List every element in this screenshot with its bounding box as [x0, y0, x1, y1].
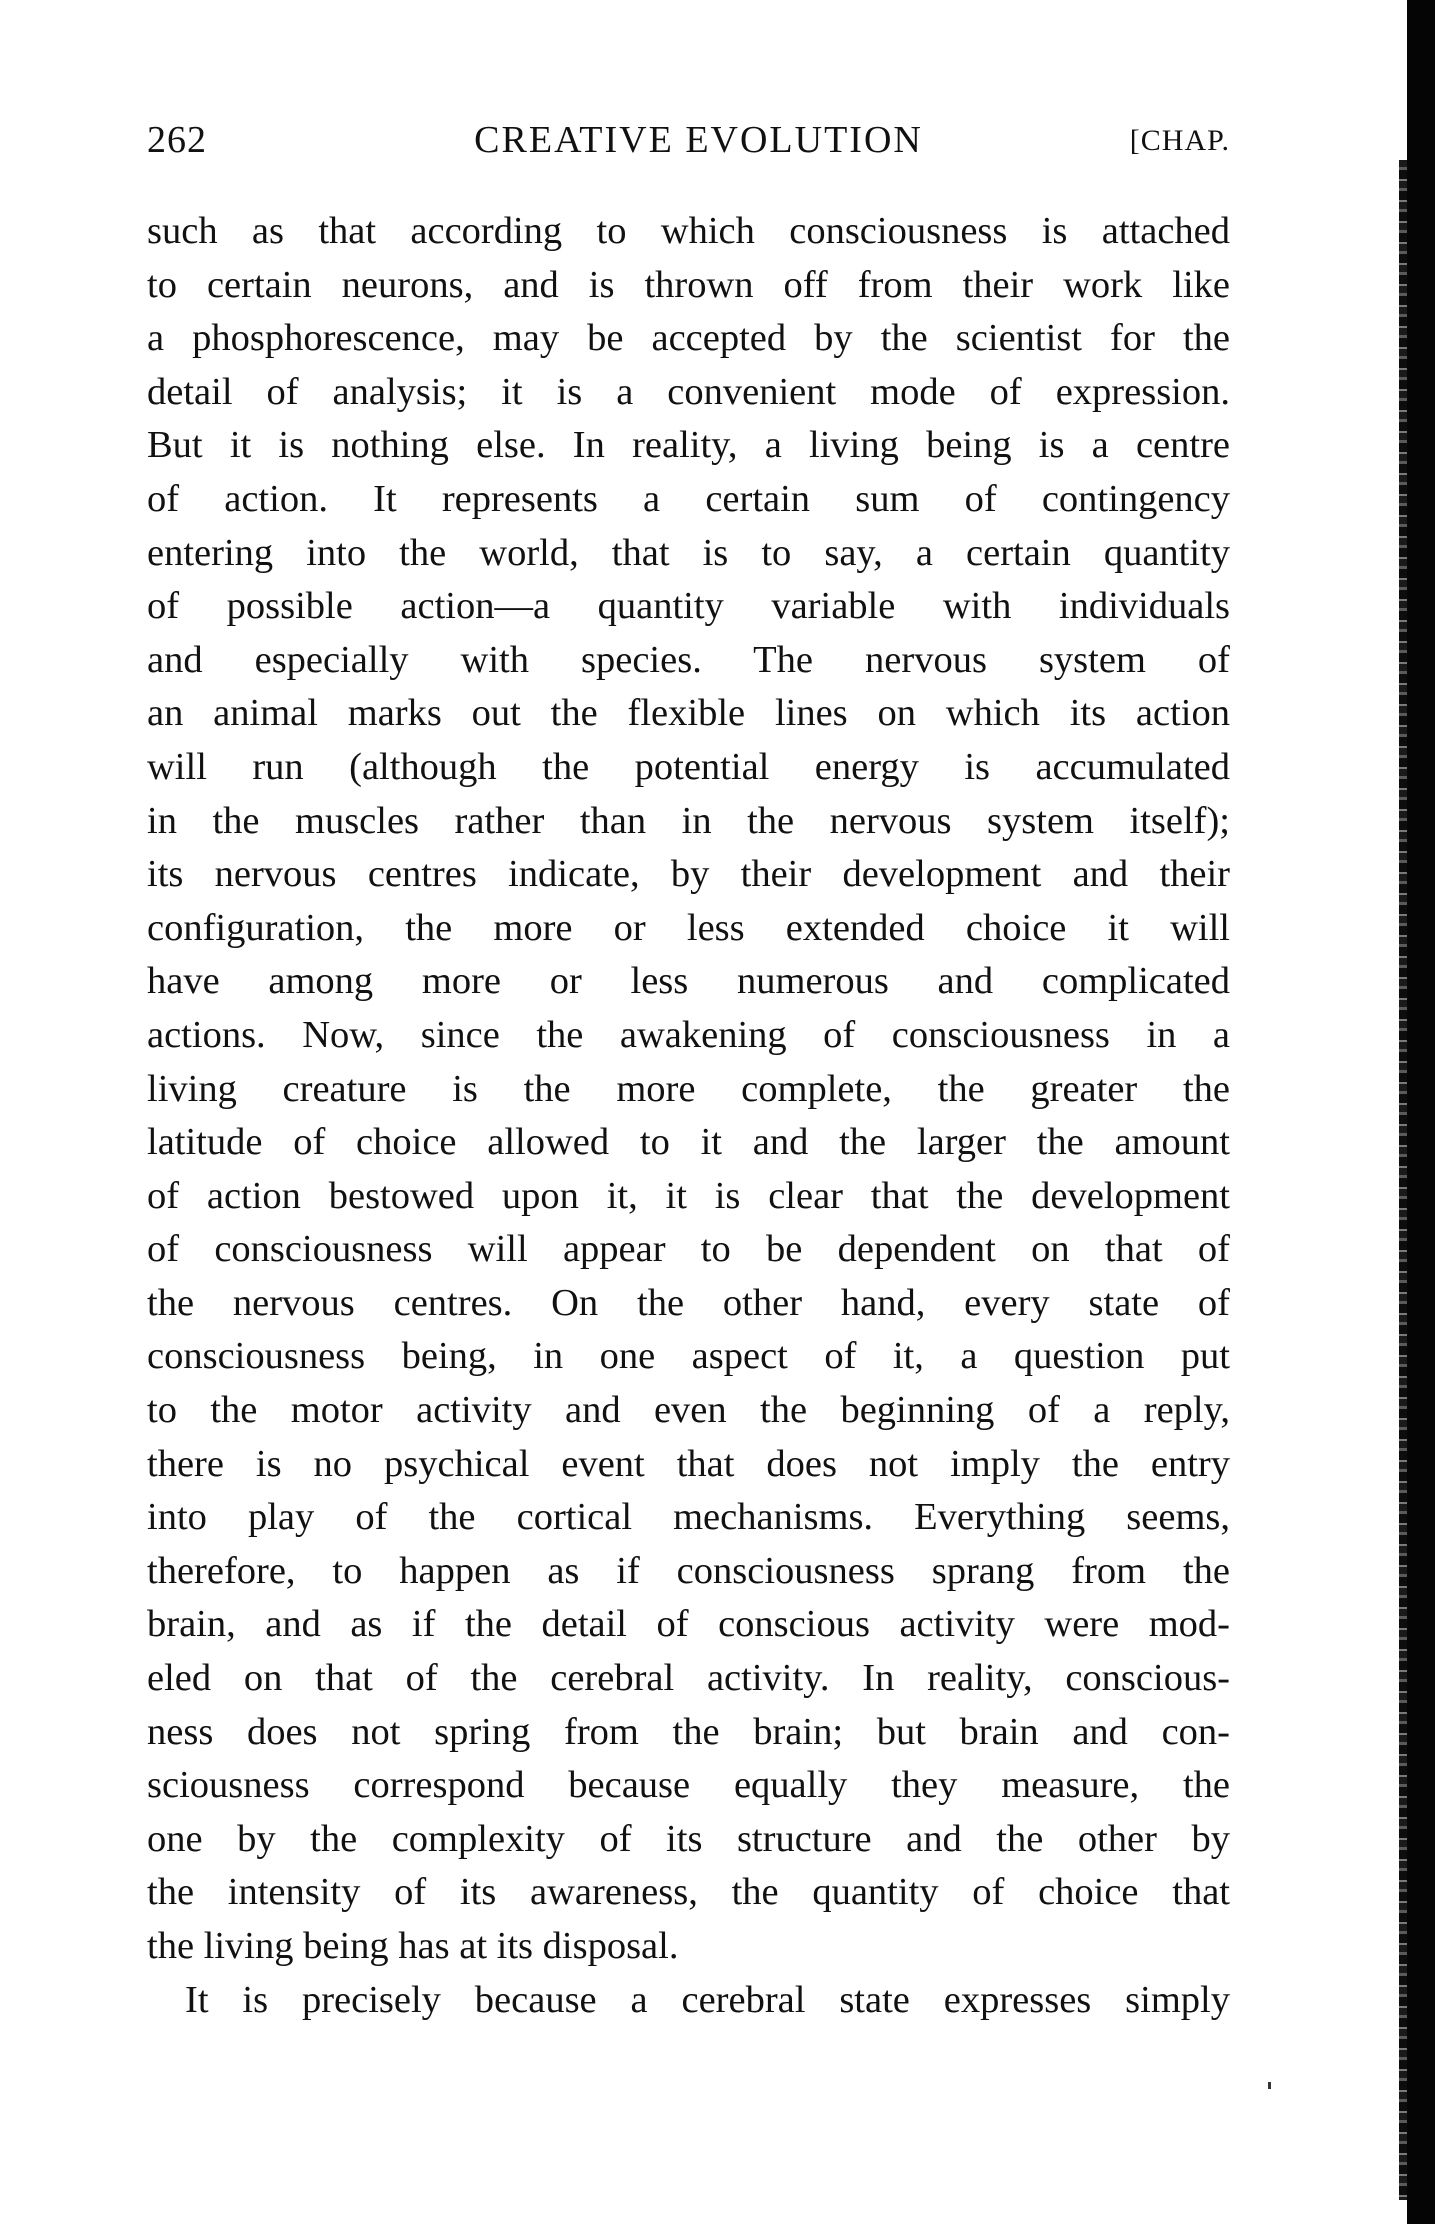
text-line: But it is nothing else. In reality, a living being is a centre [147, 424, 1230, 467]
book-binding-edge [1391, 0, 1435, 2224]
text-line: into play of the cortical mechanisms. Everything seems, [147, 1496, 1230, 1539]
text-line: of action. It represents a certain sum of contingency [147, 477, 1230, 520]
text-line: an animal marks out the flexible lines on which its action [147, 692, 1230, 735]
text-line: brain, and as if the detail of conscious activity were mod- [147, 1603, 1230, 1646]
text-line: the intensity of its awareness, the quantity of choice that [147, 1871, 1230, 1914]
text-line: entering into the world, that is to say, a certain quantity [147, 531, 1230, 574]
running-title: CREATIVE EVOLUTION [474, 119, 923, 161]
page-body [147, 205, 1230, 2027]
text-line: have among more or less numerous and complicated [147, 960, 1230, 1003]
text-line: one by the complexity of its structure and the other by [147, 1817, 1230, 1860]
text-line: of consciousness will appear to be dependent on that of [147, 1228, 1230, 1271]
text-line: configuration, the more or less extended choice it will [147, 906, 1230, 949]
text-line: eled on that of the cerebral activity. In reality, conscious- [147, 1657, 1230, 1700]
text-line: such as that according to which consciousness is attached [147, 210, 1230, 252]
text-line: It is precisely because a cerebral state expresses simply [185, 1978, 1230, 2021]
text-line: its nervous centres indicate, by their development and their [147, 853, 1230, 896]
page-number: 262 [147, 119, 207, 161]
text-line: will run (although the potential energy is accumulated [147, 745, 1230, 788]
text-line: a phosphorescence, may be accepted by the scientist for the [147, 317, 1230, 360]
book-spine [1407, 0, 1435, 2224]
text-line: of action bestowed upon it, it is clear that the development [147, 1174, 1230, 1217]
text-line: the living being has at its disposal. [147, 1925, 679, 1967]
chapter-marker: [CHAP. [1129, 124, 1230, 157]
text-line: detail of analysis; it is a convenient mode of expression. [147, 370, 1230, 413]
text-line: therefore, to happen as if consciousness sprang from the [147, 1549, 1230, 1592]
text-line: to certain neurons, and is thrown off from their work like [147, 263, 1230, 306]
scan-speck [1268, 2082, 1271, 2089]
text-line: there is no psychical event that does not imply the entry [147, 1442, 1230, 1485]
text-line: and especially with species. The nervous system of [147, 638, 1230, 681]
page-header [147, 118, 1230, 178]
text-line: sciousness correspond because equally they measure, the [147, 1764, 1230, 1807]
text-line: the nervous centres. On the other hand, every state of [147, 1281, 1230, 1324]
text-line: to the motor activity and even the beginning of a reply, [147, 1389, 1230, 1432]
text-line: consciousness being, in one aspect of it, a question put [147, 1335, 1230, 1378]
text-line: in the muscles rather than in the nervous system itself); [147, 799, 1230, 842]
text-line: latitude of choice allowed to it and the larger the amount [147, 1121, 1230, 1164]
text-line: of possible action—a quantity variable with individuals [147, 585, 1230, 628]
text-line: actions. Now, since the awakening of consciousness in a [147, 1013, 1230, 1056]
text-line: ness does not spring from the brain; but brain and con- [147, 1710, 1230, 1753]
text-line: living creature is the more complete, the greater the [147, 1067, 1230, 1110]
